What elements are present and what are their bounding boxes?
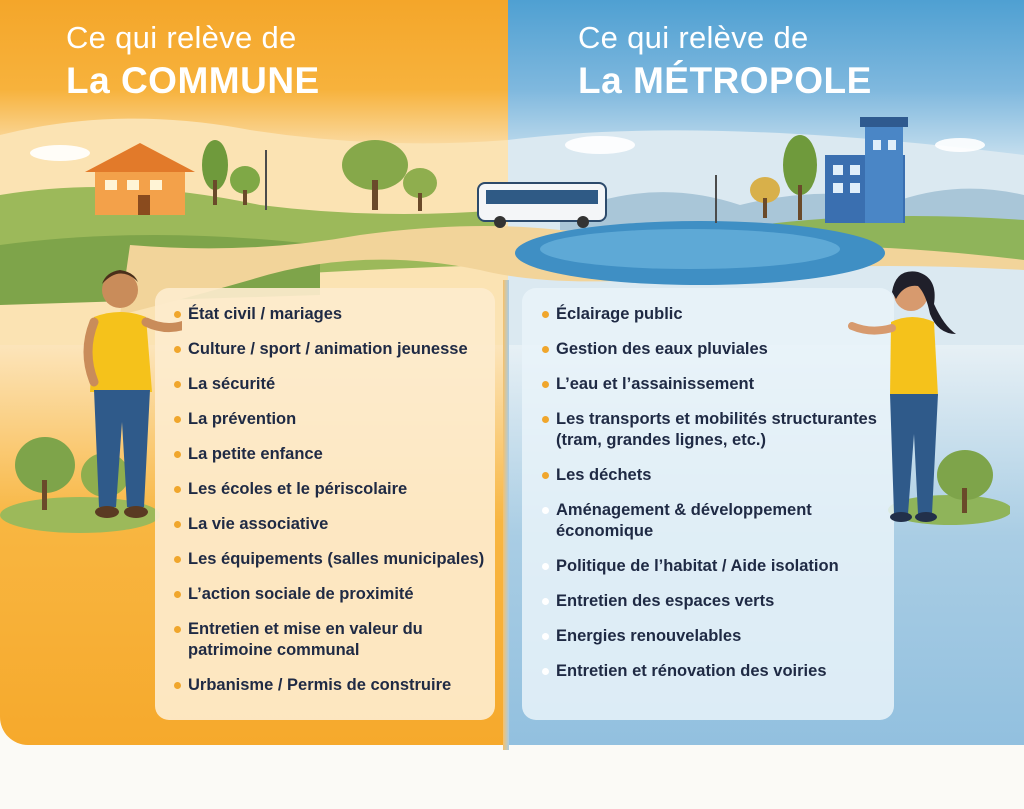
bus-icon	[478, 183, 606, 228]
panel-divider	[503, 280, 509, 750]
list-item: La sécurité	[172, 374, 492, 395]
list-item: Urbanisme / Permis de construire	[172, 675, 492, 696]
commune-title: La COMMUNE	[66, 60, 320, 101]
list-item: La vie associative	[172, 514, 492, 535]
metropole-title: La MÉTROPOLE	[578, 60, 872, 101]
list-item: Entretien et rénovation des voiries	[540, 661, 880, 682]
woman-figure	[846, 264, 956, 529]
list-item: La prévention	[172, 409, 492, 430]
bullet-icon	[542, 598, 549, 605]
bullet-icon	[174, 556, 181, 563]
bullet-icon	[174, 591, 181, 598]
bullet-icon	[174, 682, 181, 689]
list-item: Les transports et mobilités structurantes (tram, grandes lignes, etc.)	[540, 409, 880, 451]
bullet-icon	[542, 633, 549, 640]
list-item: Politique de l’habitat / Aide isolation	[540, 556, 880, 577]
list-item: Energies renouvelables	[540, 626, 880, 647]
list-item: Les équipements (salles municipales)	[172, 549, 492, 570]
bullet-icon	[542, 668, 549, 675]
bullet-icon	[174, 626, 181, 633]
bullet-icon	[542, 563, 549, 570]
list-item: L’action sociale de proximité	[172, 584, 492, 605]
list-item: Entretien des espaces verts	[540, 591, 880, 612]
metropole-heading	[578, 18, 872, 104]
list-item: Gestion des eaux pluviales	[540, 339, 880, 360]
bullet-icon	[542, 381, 549, 388]
list-item: L’eau et l’assainissement	[540, 374, 880, 395]
metropole-list	[540, 304, 880, 696]
list-item: Éclairage public	[540, 304, 880, 325]
list-item: Entretien et mise en valeur du patrimoine communal	[172, 619, 492, 661]
list-item: État civil / mariages	[172, 304, 492, 325]
list-item: Aménagement & développement économique	[540, 500, 880, 542]
bullet-icon	[542, 416, 549, 423]
list-item: La petite enfance	[172, 444, 492, 465]
metropole-subtitle: Ce qui relève de	[578, 20, 809, 55]
commune-list	[172, 304, 492, 710]
bullet-icon	[542, 311, 549, 318]
list-item: Culture / sport / animation jeunesse	[172, 339, 492, 360]
building-icon	[825, 117, 908, 223]
bullet-icon	[542, 472, 549, 479]
commune-heading	[66, 18, 320, 104]
bullet-icon	[542, 507, 549, 514]
list-item: Les écoles et le périscolaire	[172, 479, 492, 500]
man-figure	[72, 262, 182, 524]
commune-subtitle: Ce qui relève de	[66, 20, 297, 55]
bullet-icon	[542, 346, 549, 353]
list-item: Les déchets	[540, 465, 880, 486]
